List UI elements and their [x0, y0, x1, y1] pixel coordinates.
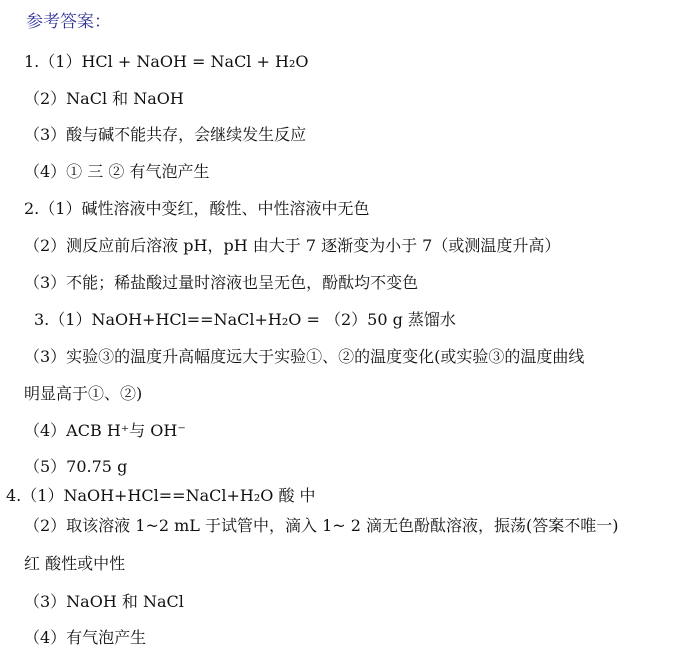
page-title: 参考答案： — [26, 12, 111, 32]
answer-line: 红 酸性或中性 — [24, 554, 126, 573]
answer-line: （4）有气泡产生 — [24, 628, 147, 647]
answer-line: （3）酸与碱不能共存，会继续发生反应 — [24, 125, 307, 144]
answer-line: （3）实验③的温度升高幅度远大于实验①、②的温度变化(或实验③的温度曲线 — [24, 347, 585, 366]
answer-line: （2）测反应前后溶液 pH，pH 由大于 7 逐渐变为小于 7（或测温度升高） — [24, 236, 561, 255]
answer-line: （4）ACB H⁺与 OH⁻ — [24, 421, 186, 440]
answer-line: （2）NaCl 和 NaOH — [24, 89, 184, 108]
answer-line: （4）① 三 ② 有气泡产生 — [24, 162, 210, 181]
answer-line: 3.（1）NaOH+HCl==NaCl+H₂O = （2）50 g 蒸馏水 — [34, 310, 456, 329]
answer-line: （2）取该溶液 1~2 mL 于试管中，滴入 1~ 2 滴无色酚酞溶液，振荡(答案不唯一) — [24, 516, 619, 535]
answer-line: 4.（1）NaOH+HCl==NaCl+H₂O 酸 中 — [6, 486, 316, 505]
answer-line: 1.（1）HCl + NaOH = NaCl + H₂O — [24, 52, 309, 71]
answer-line: 明显高于①、②) — [24, 384, 143, 403]
answer-line: （3）NaOH 和 NaCl — [24, 592, 184, 611]
answer-line: 2.（1）碱性溶液中变红，酸性、中性溶液中无色 — [24, 199, 370, 218]
answer-line: （3）不能；稀盐酸过量时溶液也呈无色，酚酞均不变色 — [24, 273, 419, 292]
answer-line: （5）70.75 g — [24, 457, 128, 476]
